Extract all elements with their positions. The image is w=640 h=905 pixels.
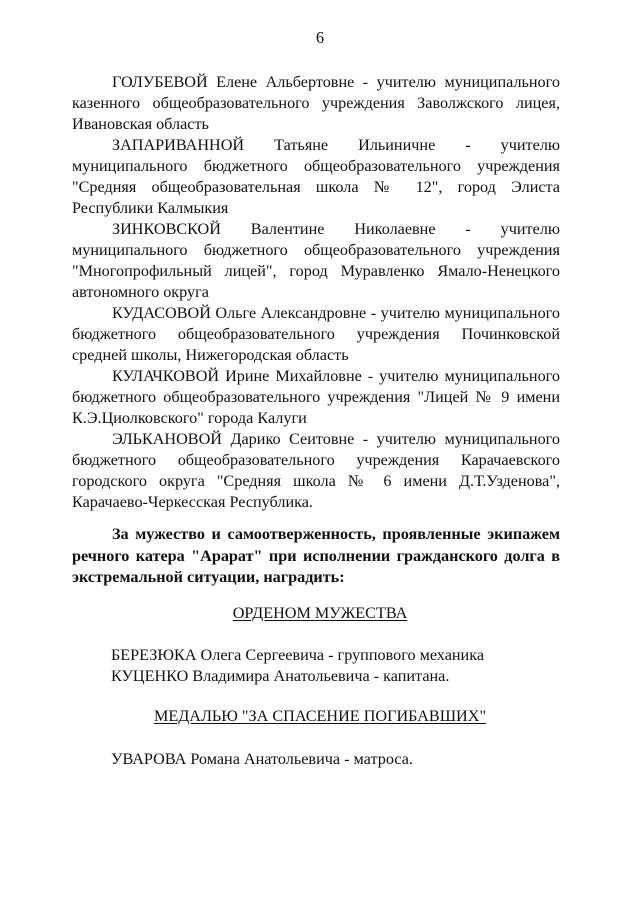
recipient: БЕРЕЗЮКА Олега Сергеевича - группового механика (111, 646, 485, 664)
award-entry: ЗИНКОВСКОЙ Валентине Николаевне - учителю муниципального бюджетного общеобразовательного учреждения "Многопрофильный лицей", город Муравленко Ямало-Ненецкого автономного округа (72, 220, 560, 301)
recipient: КУЦЕНКО Владимира Анатольевича - капитана. (111, 667, 450, 685)
award-title-order (0, 603, 640, 624)
award-entries-list (72, 72, 560, 513)
award-entry: ЭЛЬКАНОВОЙ Дарико Сеитовне - учителю муниципального бюджетного общеобразовательного учреждения Карачаевского городского округа "Средняя школа № 6 имени Д.Т.Узденова", Карачаево-Черкесская Республика. (72, 430, 560, 511)
recipients-order (111, 645, 571, 687)
decree-paragraph: За мужество и самоотверженность, проявленные экипажем речного катера "Арарат" при исполнении гражданского долга в экстремальной ситуации, наградить: (72, 525, 560, 586)
award-title-text: ОРДЕНОМ МУЖЕСТВА (232, 604, 408, 622)
award-title-medal (0, 706, 640, 727)
page-number: 6 (315, 28, 325, 47)
award-entry: ГОЛУБЕВОЙ Елене Альбертовне - учителю муниципального казенного общеобразовательного учреждения Заволжского лицея, Ивановская область (72, 73, 560, 133)
award-entry: ЗАПАРИВАННОЙ Татьяне Ильиничне - учителю муниципального бюджетного общеобразовательного учреждения "Средняя общеобразовательная школа № 12", город Элиста Республики Калмыкия (72, 136, 560, 217)
award-entry: КУДАСОВОЙ Ольге Александровне - учителю муниципального бюджетного общеобразовательного учреждения Починковской средней школы, Нижегородская область (72, 304, 560, 364)
award-title-text: МЕДАЛЬЮ "ЗА СПАСЕНИЕ ПОГИБАВШИХ" (153, 707, 487, 725)
recipients-medal (111, 749, 571, 770)
award-entry: КУЛАЧКОВОЙ Ирине Михайловне - учителю муниципального бюджетного общеобразовательного учреждения "Лицей № 9 имени К.Э.Циолковского" города Калуги (72, 367, 560, 427)
recipient: УВАРОВА Романа Анатольевича - матроса. (111, 750, 413, 768)
